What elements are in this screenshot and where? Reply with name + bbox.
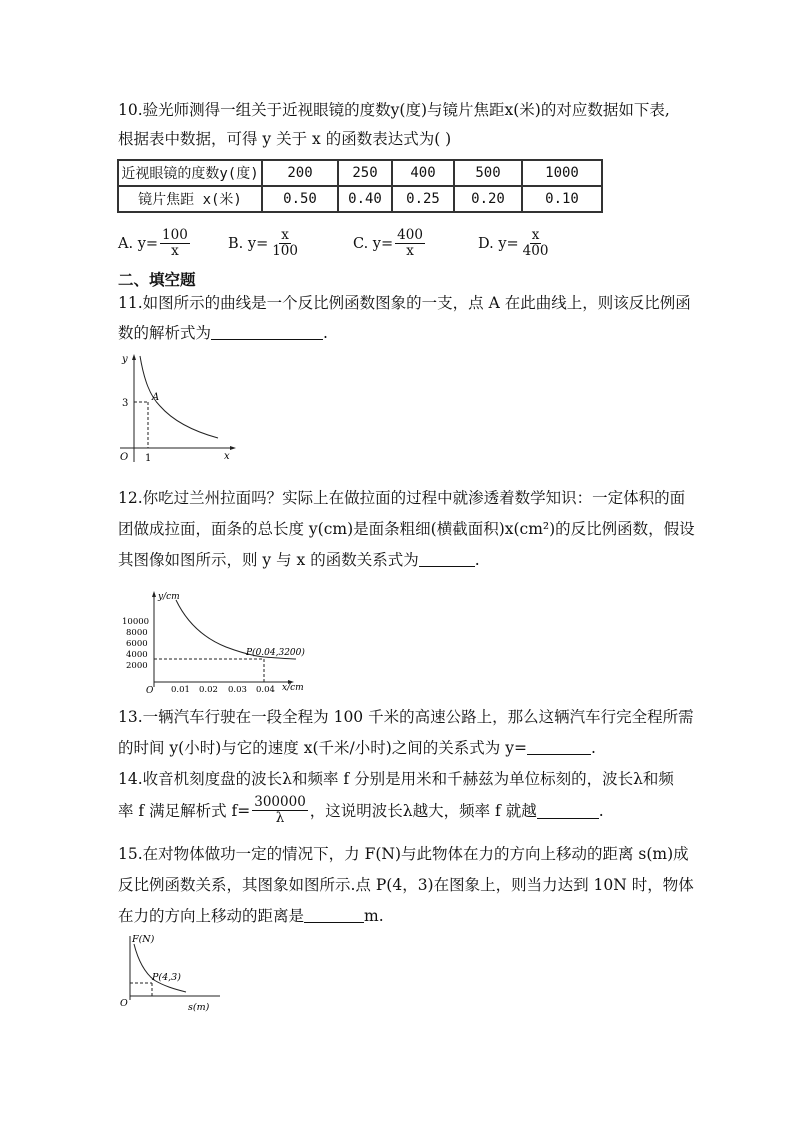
option-label: D. y= [478, 235, 519, 252]
q12-line3-text: 其图像如图所示，则 y 与 x 的函数关系式为 [118, 551, 419, 569]
q10-option-c[interactable] [353, 228, 427, 259]
y-axis-label: y/cm [158, 592, 180, 602]
q14-line2-end: . [598, 801, 604, 820]
frac-num: x [281, 227, 289, 243]
table-cell: 400 [392, 160, 454, 186]
frac-den: 100 [272, 243, 298, 259]
section-heading: 二、填空题 [118, 271, 196, 289]
q10-option-b[interactable] [228, 228, 302, 259]
point-label: P(0.04,3200) [246, 648, 305, 658]
answer-blank[interactable] [211, 323, 323, 340]
q15-line3-end: m. [364, 907, 384, 925]
answer-blank[interactable] [419, 550, 475, 567]
table-cell: 0.40 [338, 186, 392, 212]
q10-option-a[interactable] [118, 228, 192, 259]
q15-line3-text: 在力的方向上移动的距离是 [118, 907, 305, 925]
q12-line2: 团做成拉面，面条的总长度 y(cm)是面条粗细(横截面积)x(cm²)的反比例函数，假设 [118, 520, 695, 538]
q15-graph [116, 930, 226, 1012]
q14-fraction [252, 795, 308, 826]
y-axis-arrow [132, 354, 136, 360]
x-tick-label: 0.03 [228, 685, 247, 695]
q14-line2 [118, 795, 604, 826]
q14-line1: 14.收音机刻度盘的波长λ和频率 f 分别是用米和千赫兹为单位标刻的，波长λ和频 [118, 770, 674, 788]
origin-label: O [120, 998, 128, 1009]
point-label: P(4,3) [152, 972, 181, 983]
q11-graph [112, 350, 237, 465]
curve [134, 944, 186, 992]
option-fraction [270, 228, 300, 259]
x-axis-label: x/cm [282, 683, 304, 693]
q11-line1: 11.如图所示的曲线是一个反比例函数图象的一支，点 A 在此曲线上，则该反比例函 [118, 294, 691, 312]
y-tick-label: 6000 [126, 639, 148, 649]
q15-line1: 15.在对物体做功一定的情况下，力 F(N)与此物体在力的方向上移动的距离 s(m)成 [118, 845, 689, 863]
table-cell: 1000 [522, 160, 602, 186]
origin-label: O [146, 686, 154, 696]
x-axis-label: s(m) [188, 1002, 210, 1012]
y-tick-label: 4000 [126, 650, 148, 660]
q10-option-d[interactable] [478, 228, 552, 259]
frac-den: 400 [522, 243, 549, 259]
q15-line2: 反比例函数关系，其图象如图所示.点 P(4，3)在图象上，则当力达到 10N 时，物体 [118, 876, 694, 894]
x-tick-label: 0.01 [171, 685, 190, 695]
frac-num: 300000 [254, 794, 306, 810]
q11-line2-text: 数的解析式为 [118, 324, 212, 342]
q14-line2-pre: 率 f 满足解析式 f= [118, 801, 251, 820]
option-label: A. y= [118, 235, 159, 252]
table-row2-header: 镜片焦距 x(米) [118, 186, 262, 212]
option-label: B. y= [228, 235, 269, 252]
q12-line3-end: . [474, 551, 480, 569]
q13-line2-end: . [590, 739, 596, 757]
q10-line1: 10.验光师测得一组关于近视眼镜的度数y(度)与镜片焦距x(米)的对应数据如下表, [118, 101, 670, 119]
option-fraction [160, 228, 190, 259]
x-axis-label: x [224, 451, 230, 462]
frac-den: x [171, 243, 179, 259]
option-label: C. y= [353, 235, 394, 252]
q12-line3 [118, 549, 480, 571]
frac-den: x [406, 243, 414, 259]
q13-line2-text: 的时间 y(小时)与它的速度 x(千米/小时)之间的关系式为 y= [118, 739, 527, 757]
frac-den: λ [275, 810, 285, 826]
q15-line3 [118, 905, 384, 927]
table-row [118, 186, 602, 212]
table-cell: 0.25 [392, 186, 454, 212]
answer-blank[interactable] [304, 906, 364, 923]
frac-num: 100 [162, 227, 188, 243]
y-axis-arrow [152, 591, 156, 597]
q10-line2: 根据表中数据，可得 y 关于 x 的函数表达式为( ) [118, 130, 452, 148]
table-cell: 0.50 [262, 186, 338, 212]
q13-line1: 13.一辆汽车行驶在一段全程为 100 千米的高速公路上，那么这辆汽车行完全程所需 [118, 708, 694, 726]
origin-label: O [120, 452, 129, 463]
y-tick-label: 2000 [126, 661, 148, 671]
y-tick-label: 8000 [126, 628, 148, 638]
table-row1-header: 近视眼镜的度数y(度) [118, 160, 262, 186]
table-cell: 500 [454, 160, 522, 186]
table-cell: 0.20 [454, 186, 522, 212]
x-tick-label: 0.02 [199, 685, 218, 695]
q13-line2 [118, 737, 596, 759]
frac-num: 400 [397, 227, 423, 243]
table-cell: 200 [262, 160, 338, 186]
y-tick-label: 3 [122, 398, 129, 409]
q11-line2 [118, 322, 328, 344]
y-tick-label: 10000 [122, 617, 150, 627]
answer-blank[interactable] [537, 802, 599, 819]
point-label: A [152, 392, 160, 403]
q10-table [117, 159, 603, 213]
x-axis-arrow [230, 446, 236, 450]
q12-graph [118, 587, 318, 697]
option-fraction [395, 228, 425, 259]
table-cell: 0.10 [522, 186, 602, 212]
q11-line2-end: . [323, 324, 328, 342]
option-fraction [521, 228, 551, 259]
y-axis-label: F(N) [132, 934, 155, 945]
table-cell: 250 [338, 160, 392, 186]
answer-blank[interactable] [527, 738, 591, 755]
x-tick-label: 0.04 [256, 685, 275, 695]
frac-num: x [531, 227, 540, 243]
table-row [118, 160, 602, 186]
q14-line2-post: ，这说明波长λ越大，频率 f 就越 [309, 801, 537, 820]
q12-line1: 12.你吃过兰州拉面吗？实际上在做拉面的过程中就渗透着数学知识：一定体积的面 [118, 489, 686, 507]
y-axis-label: y [122, 354, 128, 365]
x-tick-label: 1 [145, 453, 152, 464]
